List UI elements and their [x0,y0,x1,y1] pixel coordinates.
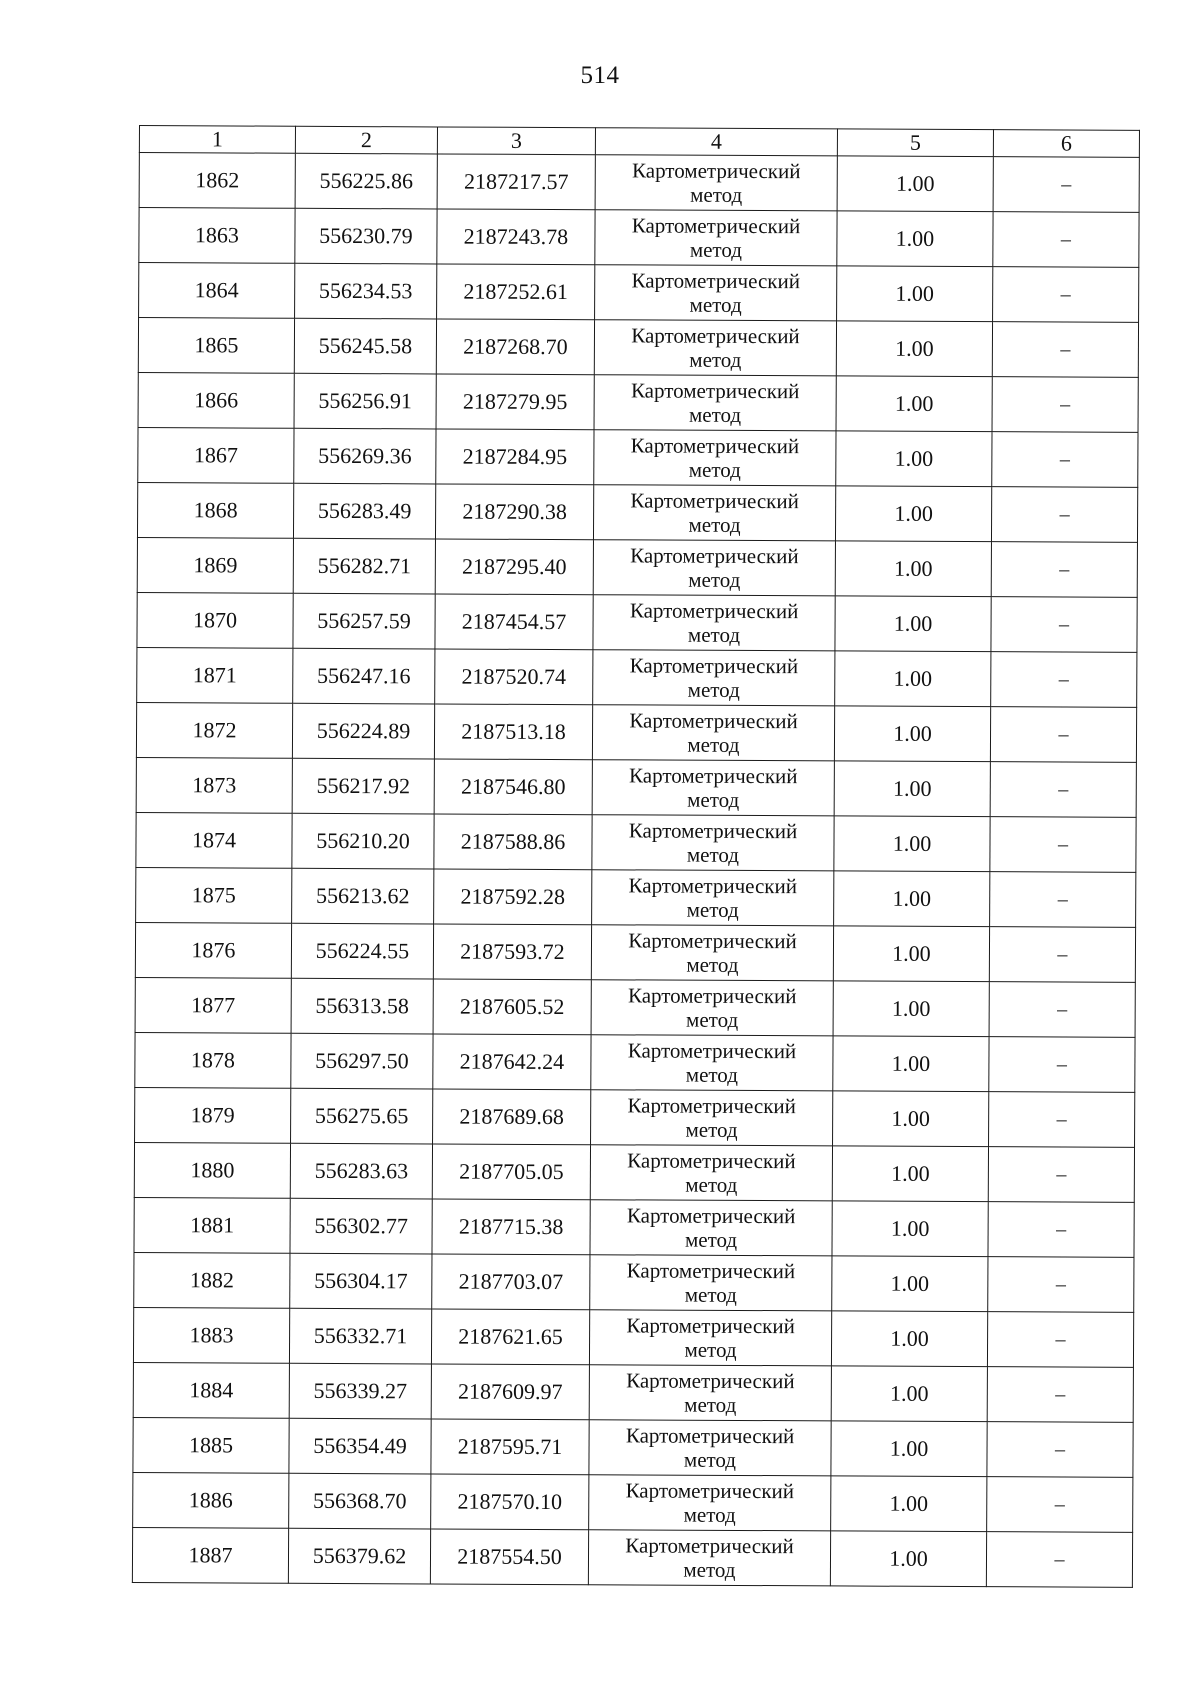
method-line-1: Картометрический [626,1203,796,1229]
point-number-cell: 1881 [134,1197,290,1253]
y-coordinate-cell: 2187513.18 [434,704,592,760]
accuracy-cell: 1.00 [832,1201,988,1257]
method-cell [589,1365,831,1421]
table-row [138,427,1138,487]
note-cell: – [991,542,1137,598]
x-coordinate-cell: 556217.92 [292,758,434,814]
x-coordinate-cell: 556234.53 [295,263,437,319]
method-line-1: Картометрический [629,763,798,789]
table-row [137,592,1137,652]
method-line-2: метод [685,1062,738,1087]
method-line-2: метод [683,1557,736,1582]
note-cell: – [987,1312,1133,1368]
point-number-cell: 1874 [136,812,292,868]
method-cell [588,1530,830,1586]
point-number-cell: 1869 [137,537,293,593]
method-line-1: Картометрический [625,1423,795,1449]
header-col-3: 3 [437,127,595,155]
accuracy-cell: 1.00 [837,156,993,212]
method-line-1: Картометрический [630,378,800,404]
y-coordinate-cell: 2187454.57 [435,594,593,650]
method-cell [594,320,836,376]
method-line-1: Картометрический [626,1258,796,1284]
point-number-cell: 1887 [132,1527,288,1583]
x-coordinate-cell: 556247.16 [293,648,435,704]
table-row [138,318,1138,378]
method-line-2: метод [690,182,743,207]
accuracy-cell: 1.00 [835,541,991,597]
method-cell [595,265,837,321]
point-number-cell: 1886 [133,1472,289,1528]
note-cell: – [989,1092,1135,1148]
accuracy-cell: 1.00 [833,981,989,1037]
point-number-cell: 1875 [136,867,292,923]
x-coordinate-cell: 556297.50 [291,1033,433,1089]
note-cell: – [993,212,1139,268]
table-row [137,482,1137,542]
header-col-1: 1 [139,126,295,154]
method-line-1: Картометрический [628,928,797,954]
note-cell: – [991,597,1137,653]
method-cell [593,650,835,706]
accuracy-cell: 1.00 [832,1256,988,1312]
note-cell: – [992,432,1138,488]
method-line-2: метод [683,1502,736,1527]
x-coordinate-cell: 556302.77 [290,1198,432,1254]
y-coordinate-cell: 2187284.95 [436,429,594,485]
method-line-1: Картометрический [629,598,799,624]
point-number-cell: 1877 [135,977,291,1033]
page-number: 514 [580,62,620,89]
table-row [133,1417,1133,1477]
coordinates-table [132,125,1140,1588]
point-number-cell: 1866 [138,372,294,428]
header-col-4: 4 [595,128,837,156]
method-cell [594,430,836,486]
accuracy-cell: 1.00 [836,376,992,432]
x-coordinate-cell: 556379.62 [288,1528,430,1584]
method-cell [590,1255,832,1311]
accuracy-cell: 1.00 [831,1366,987,1422]
method-cell [591,980,833,1036]
accuracy-cell: 1.00 [835,486,991,542]
accuracy-cell: 1.00 [836,431,992,487]
method-line-1: Картометрический [627,1093,797,1119]
note-cell: – [992,377,1138,433]
accuracy-cell: 1.00 [830,1531,986,1587]
y-coordinate-cell: 2187268.70 [436,319,594,375]
x-coordinate-cell: 556225.86 [295,153,437,209]
point-number-cell: 1868 [137,482,293,538]
method-line-2: метод [688,567,741,592]
y-coordinate-cell: 2187689.68 [433,1089,591,1145]
x-coordinate-cell: 556275.65 [291,1088,433,1144]
method-line-2: метод [687,732,740,757]
accuracy-cell: 1.00 [836,321,992,377]
header-col-5: 5 [837,129,993,157]
x-coordinate-cell: 556269.36 [294,428,436,484]
x-coordinate-cell: 556257.59 [293,593,435,649]
note-cell: – [988,1257,1134,1313]
point-number-cell: 1876 [135,922,291,978]
method-line-2: метод [689,237,743,262]
note-cell: – [989,927,1135,983]
point-number-cell: 1880 [134,1142,290,1198]
method-line-1: Картометрический [631,213,801,239]
method-cell [589,1475,831,1531]
point-number-cell: 1873 [136,757,292,813]
table-row [137,647,1137,707]
note-cell: – [992,322,1138,378]
method-cell [589,1310,831,1366]
x-coordinate-cell: 556313.58 [291,978,433,1034]
point-number-cell: 1871 [137,647,293,703]
point-number-cell: 1872 [136,702,292,758]
x-coordinate-cell: 556339.27 [289,1363,431,1419]
y-coordinate-cell: 2187243.78 [437,209,595,265]
table-row [135,1032,1135,1092]
table-row [139,153,1139,213]
method-line-2: метод [688,402,742,427]
table-row [136,702,1136,762]
note-cell: – [988,1202,1134,1258]
accuracy-cell: 1.00 [834,761,990,817]
method-line-2: метод [684,1337,737,1362]
table-row [134,1142,1134,1202]
note-cell: – [990,762,1136,818]
note-cell: – [989,1037,1135,1093]
accuracy-cell: 1.00 [835,651,991,707]
method-line-2: метод [683,1447,737,1472]
method-line-1: Картометрический [625,1533,794,1559]
method-line-1: Картометрический [626,1313,795,1339]
x-coordinate-cell: 556368.70 [289,1473,431,1529]
method-line-1: Картометрический [625,1478,795,1504]
method-line-1: Картометрический [627,1148,796,1174]
point-number-cell: 1883 [133,1307,289,1363]
x-coordinate-cell: 556224.89 [292,703,434,759]
method-line-1: Картометрический [628,873,798,899]
method-line-1: Картометрический [629,708,798,734]
y-coordinate-cell: 2187703.07 [432,1254,590,1310]
y-coordinate-cell: 2187217.57 [437,154,595,210]
y-coordinate-cell: 2187609.97 [431,1364,589,1420]
method-line-2: метод [685,1172,738,1197]
method-line-2: метод [685,1117,738,1142]
note-cell: – [987,1422,1133,1478]
note-cell: – [990,817,1136,873]
y-coordinate-cell: 2187554.50 [430,1529,588,1585]
method-line-2: метод [689,292,742,317]
method-line-2: метод [684,1392,737,1417]
method-line-2: метод [686,897,739,922]
y-coordinate-cell: 2187605.52 [433,979,591,1035]
x-coordinate-cell: 556210.20 [292,813,434,869]
method-line-1: Картометрический [631,268,801,294]
method-line-1: Картометрический [631,158,801,184]
table-row [134,1197,1134,1257]
x-coordinate-cell: 556213.62 [292,868,434,924]
method-line-2: метод [688,457,741,482]
x-coordinate-cell: 556230.79 [295,208,437,264]
point-number-cell: 1884 [133,1362,289,1418]
table-row [134,1252,1134,1312]
method-line-2: метод [684,1227,738,1252]
y-coordinate-cell: 2187570.10 [431,1474,589,1530]
point-number-cell: 1878 [135,1032,291,1088]
table-row [132,1527,1132,1587]
method-line-1: Картометрический [629,653,799,679]
accuracy-cell: 1.00 [835,596,991,652]
method-cell [593,595,835,651]
method-line-1: Картометрический [627,1038,797,1064]
note-cell: – [988,1147,1134,1203]
accuracy-cell: 1.00 [834,706,990,762]
method-line-1: Картометрический [630,433,800,459]
method-line-1: Картометрический [628,818,798,844]
table-row [135,1087,1135,1147]
y-coordinate-cell: 2187715.38 [432,1199,590,1255]
method-line-1: Картометрический [630,488,799,514]
accuracy-cell: 1.00 [833,926,989,982]
note-cell: – [986,1532,1132,1588]
note-cell: – [990,707,1136,763]
y-coordinate-cell: 2187588.86 [434,814,592,870]
table-row [138,372,1138,432]
method-cell [592,870,834,926]
accuracy-cell: 1.00 [832,1146,988,1202]
method-cell [590,1145,832,1201]
method-cell [592,815,834,871]
x-coordinate-cell: 556224.55 [291,923,433,979]
table-row [133,1472,1133,1532]
x-coordinate-cell: 556283.49 [293,483,435,539]
table-row [135,977,1135,1037]
accuracy-cell: 1.00 [834,871,990,927]
table-row [136,812,1136,872]
method-cell [593,485,835,541]
table-body [132,153,1139,1588]
method-line-2: метод [684,1282,737,1307]
accuracy-cell: 1.00 [831,1311,987,1367]
x-coordinate-cell: 556354.49 [289,1418,431,1474]
x-coordinate-cell: 556282.71 [293,538,435,594]
y-coordinate-cell: 2187290.38 [435,484,593,540]
point-number-cell: 1882 [134,1252,290,1308]
method-cell [595,210,837,266]
method-cell [590,1200,832,1256]
table-row [133,1307,1133,1367]
accuracy-cell: 1.00 [831,1476,987,1532]
y-coordinate-cell: 2187252.61 [437,264,595,320]
method-cell [592,705,834,761]
table-row [133,1362,1133,1422]
point-number-cell: 1867 [138,427,294,483]
header-col-6: 6 [993,130,1139,158]
method-line-1: Картометрический [626,1368,795,1394]
y-coordinate-cell: 2187592.28 [434,869,592,925]
y-coordinate-cell: 2187705.05 [432,1144,590,1200]
note-cell: – [989,982,1135,1038]
accuracy-cell: 1.00 [834,816,990,872]
point-number-cell: 1863 [139,208,295,264]
y-coordinate-cell: 2187546.80 [434,759,592,815]
method-line-2: метод [686,842,740,867]
method-line-2: метод [689,347,742,372]
method-line-2: метод [687,677,740,702]
note-cell: – [993,267,1139,323]
method-line-2: метод [687,622,741,647]
method-line-2: метод [687,787,740,812]
method-line-1: Картометрический [630,543,799,569]
accuracy-cell: 1.00 [833,1091,989,1147]
y-coordinate-cell: 2187279.95 [436,374,594,430]
method-cell [591,1090,833,1146]
method-line-1: Картометрический [631,323,800,349]
table-row [135,922,1135,982]
note-cell: – [990,872,1136,928]
method-cell [595,155,837,211]
method-cell [589,1420,831,1476]
note-cell: – [993,157,1139,213]
note-cell: – [991,652,1137,708]
table-row [139,263,1139,323]
note-cell: – [987,1477,1133,1533]
point-number-cell: 1862 [139,153,295,209]
table-row [139,208,1139,268]
y-coordinate-cell: 2187595.71 [431,1419,589,1475]
method-line-2: метод [686,1007,739,1032]
note-cell: – [991,487,1137,543]
y-coordinate-cell: 2187520.74 [435,649,593,705]
method-cell [591,1035,833,1091]
method-line-1: Картометрический [627,983,797,1009]
method-cell [594,375,836,431]
y-coordinate-cell: 2187642.24 [433,1034,591,1090]
accuracy-cell: 1.00 [833,1036,989,1092]
point-number-cell: 1865 [138,318,294,374]
y-coordinate-cell: 2187295.40 [435,539,593,595]
accuracy-cell: 1.00 [837,211,993,267]
point-number-cell: 1864 [139,263,295,319]
point-number-cell: 1879 [135,1087,291,1143]
x-coordinate-cell: 556332.71 [289,1308,431,1364]
method-line-2: метод [688,512,741,537]
note-cell: – [987,1367,1133,1423]
method-cell [591,925,833,981]
table-row [137,537,1137,597]
y-coordinate-cell: 2187621.65 [431,1309,589,1365]
table-row [136,757,1136,817]
x-coordinate-cell: 556283.63 [290,1143,432,1199]
header-col-2: 2 [295,126,437,154]
table-row [136,867,1136,927]
accuracy-cell: 1.00 [831,1421,987,1477]
point-number-cell: 1870 [137,592,293,648]
x-coordinate-cell: 556304.17 [290,1253,432,1309]
x-coordinate-cell: 556245.58 [294,318,436,374]
method-cell [592,760,834,816]
accuracy-cell: 1.00 [837,266,993,322]
method-line-2: метод [686,952,739,977]
method-cell [593,540,835,596]
point-number-cell: 1885 [133,1417,289,1473]
x-coordinate-cell: 556256.91 [294,373,436,429]
y-coordinate-cell: 2187593.72 [433,924,591,980]
